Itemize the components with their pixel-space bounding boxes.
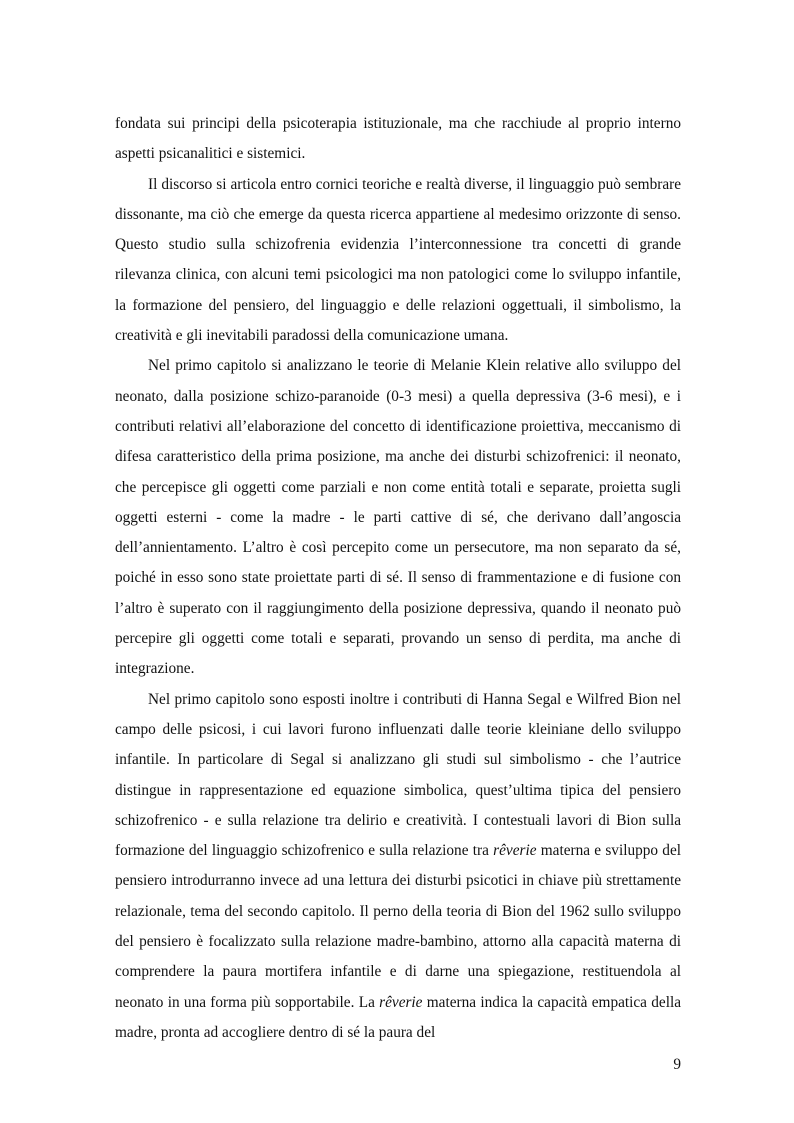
paragraph-4-text-b: materna e sviluppo del pensiero introdurranno invece ad una lettura dei disturbi psicotici in chiave più strettamente relazionale, tema del secondo capitolo. Il perno della teoria di Bion del 1962 sullo sviluppo del pensiero è focalizzato sulla relazione madre-bambino, attorno alla capacità materna di comprendere la paura mortifera infantile e di darne una spiegazione, restituendola al neonato in una forma più sopportabile. La: [115, 842, 681, 1011]
paragraph-4-text-a: Nel primo capitolo sono esposti inoltre i contributi di Hanna Segal e Wilfred Bion nel campo delle psicosi, i cui lavori furono influenzati dalle teorie kleiniane dello sviluppo infantile. In particolare di Segal si analizzano gli studi sul simbolismo - che l’autrice distingue in rappresentazione ed equazione simbolica, quest’ultima tipica del pensiero schizofrenico - e sulla relazione tra delirio e creatività. I contestuali lavori di Bion sulla formazione del linguaggio schizofrenico e sulla relazione tra: [115, 690, 681, 860]
paragraph-1-text: fondata sui principi della psicoterapia istituzionale, ma che racchiude al proprio interno aspetti psicanalitici e sistemici.: [115, 115, 681, 163]
paragraph-3: [115, 351, 681, 684]
paragraph-3-text: Nel primo capitolo si analizzano le teorie di Melanie Klein relative allo sviluppo del neonato, dalla posizione schizo-paranoide (0-3 mesi) a quella depressiva (3-6 mesi), e i contributi relativi all’elaborazione del concetto di identificazione proiettiva, meccanismo di difesa caratteristico della prima posizione, ma anche dei disturbi schizofrenici: il neonato, che percepisce gli oggetti come parziali e non come entità totali e separate, proietta sugli oggetti esterni - come la madre - le parti cattive di sé, che derivano dall’angoscia dell’annientamento. L’altro è così percepito come un persecutore, ma non separato da sé, poiché in esso sono state proiettate parti di sé. Il senso di frammentazione e di fusione con l’altro è superato con il raggiungimento della posizione depressiva, quando il neonato può percepire gli oggetti come totali e separati, provando un senso di perdita, ma anche di integrazione.: [115, 357, 681, 678]
reverie-term: rêverie: [379, 993, 423, 1011]
paragraph-1: [115, 109, 681, 170]
paragraph-4-text-c: materna indica la capacità empatica della madre, pronta ad accogliere dentro di sé la paura del: [115, 993, 681, 1041]
reverie-term: rêverie: [493, 842, 537, 860]
paragraph-2: [115, 170, 681, 352]
paragraph-4: [115, 685, 681, 1049]
paragraph-2-text: Il discorso si articola entro cornici teoriche e realtà diverse, il linguaggio può sembrare dissonante, ma ciò che emerge da questa ricerca appartiene al medesimo orizzonte di senso. Questo studio sulla schizofrenia evidenzia l’interconnessione tra concetti di grande rilevanza clinica, con alcuni temi psicologici ma non patologici come lo sviluppo infantile, la formazione del pensiero, del linguaggio e delle relazioni oggettuali, il simbolismo, la creatività e gli inevitabili paradossi della comunicazione umana.: [115, 175, 681, 345]
body-text: [115, 109, 681, 1048]
page-number: 9: [673, 1056, 681, 1073]
